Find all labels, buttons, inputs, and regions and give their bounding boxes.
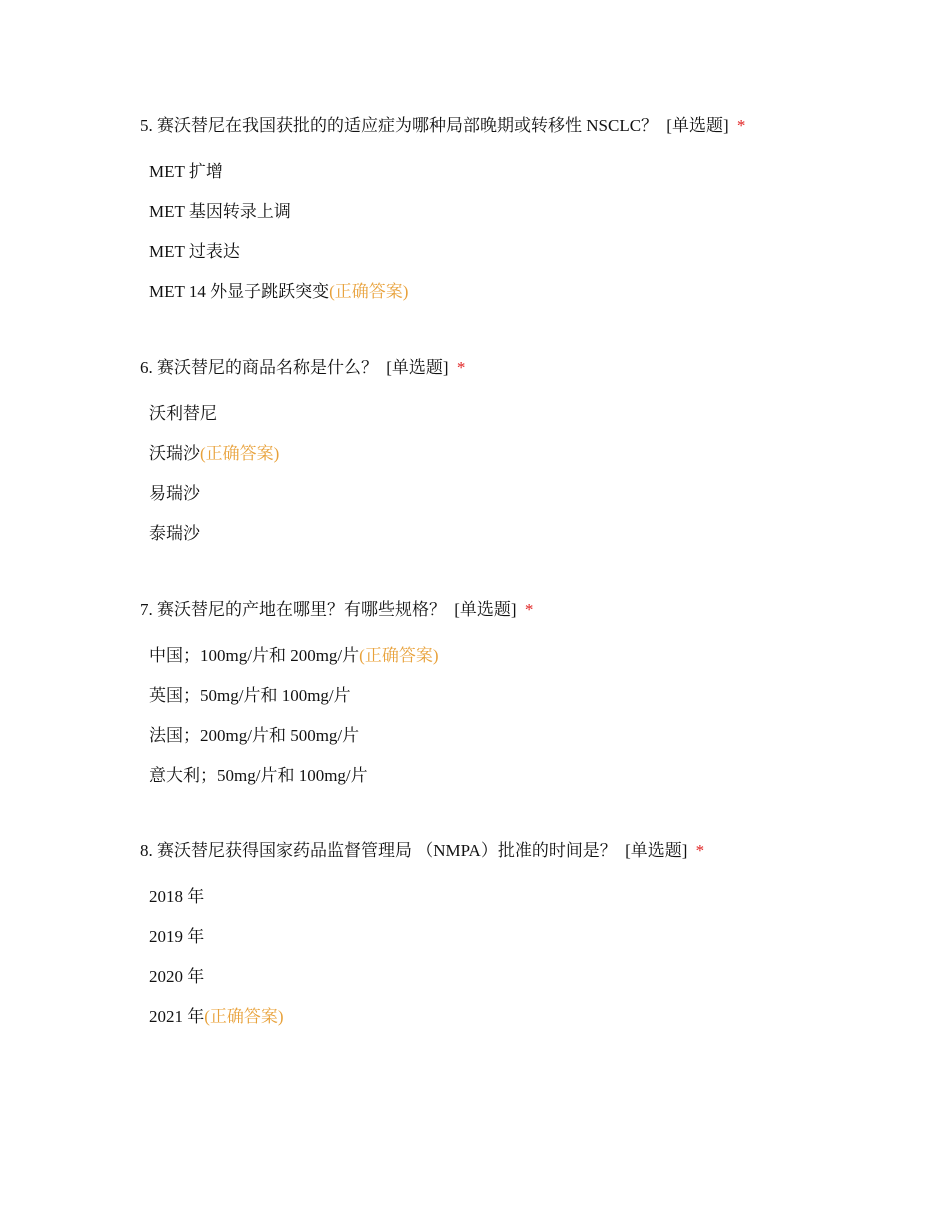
required-star: * [456,358,466,377]
required-star: * [695,841,705,860]
option-list [140,645,900,787]
question-text: 赛沃替尼的商品名称是什么？ [157,358,378,377]
option-text: 泰瑞沙 [149,524,200,543]
option-text: 沃利替尼 [149,404,217,423]
option-item[interactable] [149,725,900,747]
question-title [140,357,900,379]
option-text: 2018 年 [149,887,205,906]
question-type: [单选题] [666,116,729,135]
required-star: * [736,116,746,135]
correct-answer-mark: (正确答案) [200,444,280,463]
question-8 [140,840,900,1046]
required-star: * [524,600,534,619]
option-text: MET 扩增 [149,162,223,181]
correct-answer-mark: (正确答案) [329,282,409,301]
question-type: [单选题] [625,841,688,860]
question-text: 赛沃替尼在我国获批的的适应症为哪种局部晚期或转移性 NSCLC？ [157,116,659,135]
option-text: 2021 年 [149,1007,205,1026]
option-text: 中国；100mg/片和 200mg/片 [149,646,360,665]
option-text: 沃瑞沙 [149,444,200,463]
question-text: 赛沃替尼获得国家药品监督管理局 （NMPA）批准的时间是？ [157,841,617,860]
correct-answer-mark: (正确答案) [359,646,439,665]
option-text: 英国；50mg/片和 100mg/片 [149,686,351,705]
question-number: 7. [140,600,153,619]
question-number: 5. [140,116,153,135]
option-item[interactable] [149,201,900,223]
option-item[interactable] [149,926,900,948]
option-text: 法国；200mg/片和 500mg/片 [149,726,360,745]
correct-answer-mark: (正确答案) [204,1007,284,1026]
question-7 [140,599,900,805]
option-item[interactable] [149,523,900,545]
option-item[interactable] [149,161,900,183]
question-number: 8. [140,841,153,860]
question-5 [140,115,900,321]
question-title [140,599,900,621]
option-item[interactable] [149,483,900,505]
question-text: 赛沃替尼的产地在哪里？有哪些规格？ [157,600,446,619]
option-item[interactable] [149,241,900,263]
question-6 [140,357,900,563]
option-item[interactable] [149,966,900,988]
option-item[interactable] [149,645,900,667]
option-item[interactable] [149,403,900,425]
option-text: 意大利；50mg/片和 100mg/片 [149,766,368,785]
question-title [140,115,900,137]
question-type: [单选题] [386,358,449,377]
option-list [140,403,900,545]
option-text: 2020 年 [149,967,205,986]
option-text: MET 过表达 [149,242,240,261]
option-item[interactable] [149,685,900,707]
option-text: 2019 年 [149,927,205,946]
option-list [140,161,900,303]
question-number: 6. [140,358,153,377]
option-item[interactable] [149,443,900,465]
option-text: MET 基因转录上调 [149,202,291,221]
option-text: MET 14 外显子跳跃突变 [149,282,330,301]
question-title [140,840,900,862]
option-list [140,886,900,1028]
option-item[interactable] [149,765,900,787]
option-item[interactable] [149,886,900,908]
option-item[interactable] [149,1006,900,1028]
option-text: 易瑞沙 [149,484,200,503]
question-type: [单选题] [454,600,517,619]
option-item[interactable] [149,281,900,303]
